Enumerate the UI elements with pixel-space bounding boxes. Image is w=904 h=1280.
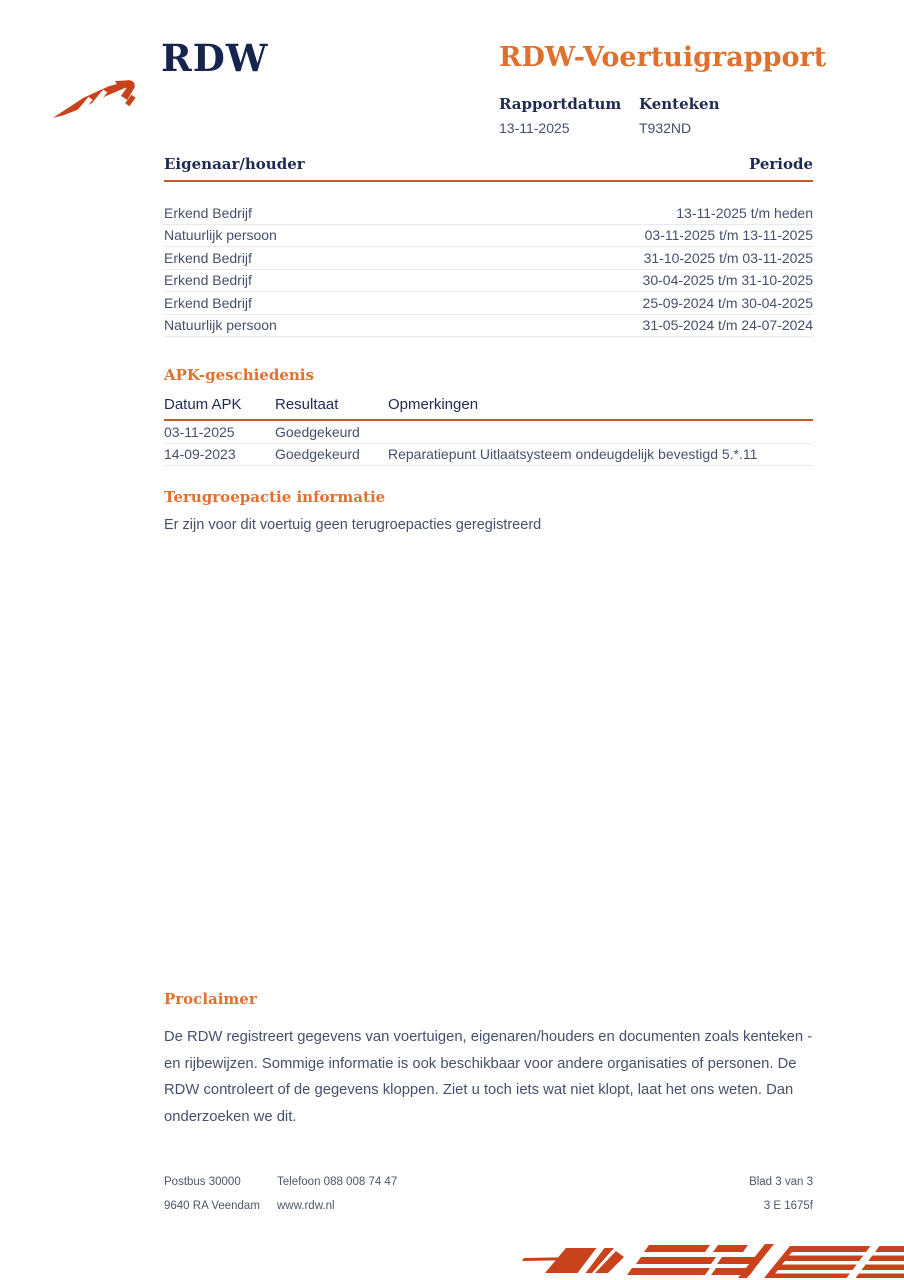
page-footer [164, 1170, 813, 1218]
owner-type: Erkend Bedrijf [164, 249, 252, 266]
apk-section-heading: APK-geschiedenis [164, 366, 314, 384]
owner-holder-section [164, 155, 813, 337]
apk-result-column-header: Resultaat [275, 396, 339, 413]
table-row [164, 225, 813, 248]
rdw-stripes-graphic-icon [520, 1240, 904, 1280]
owner-column-header: Eigenaar/houder [164, 155, 305, 173]
apk-date-column-header: Datum APK [164, 396, 242, 413]
page-title: RDW-Voertuigrapport [499, 42, 827, 73]
apk-table-body [164, 421, 813, 466]
footer-website: www.rdw.nl [277, 1200, 335, 1212]
table-row [164, 315, 813, 338]
apk-remarks-column-header: Opmerkingen [388, 396, 479, 413]
owner-period: 03-11-2025 t/m 13-11-2025 [644, 227, 813, 244]
apk-remarks: Reparatiepunt Uitlaatsysteem ondeugdelijk bevestigd 5.*.11 [388, 446, 758, 463]
owner-type: Erkend Bedrijf [164, 204, 252, 221]
owner-period: 30-04-2025 t/m 31-10-2025 [642, 272, 813, 289]
table-row [164, 202, 813, 225]
rdw-logo-wordmark: RDW [161, 36, 269, 80]
proclaimer-section [164, 990, 814, 1130]
license-plate-value: T932ND [639, 120, 692, 136]
period-column-header: Periode [748, 155, 813, 173]
footer-page-number: Blad 3 van 3 [749, 1176, 813, 1188]
recall-section-heading: Terugroepactie informatie [164, 488, 386, 506]
owner-period: 25-09-2024 t/m 30-04-2025 [642, 294, 813, 311]
license-plate-label: Kenteken [639, 95, 720, 113]
apk-history-section [164, 366, 813, 466]
owner-table-body [164, 202, 813, 337]
footer-postbus: Postbus 30000 [164, 1176, 241, 1188]
proclaimer-heading: Proclaimer [164, 990, 257, 1008]
owner-period: 13-11-2025 t/m heden [676, 204, 813, 221]
report-date-value: 13-11-2025 [499, 120, 570, 136]
footer-phone: Telefoon 088 008 74 47 [277, 1176, 398, 1188]
report-date-block [499, 95, 639, 136]
rdw-wing-logo-icon [52, 80, 144, 120]
apk-table-header [164, 396, 813, 421]
owner-period: 31-05-2024 t/m 24-07-2024 [642, 317, 813, 334]
footer-city: 9640 RA Veendam [164, 1200, 260, 1212]
table-row [164, 444, 813, 467]
footer-doc-code: 3 E 1675f [763, 1200, 813, 1212]
owner-table-header [164, 155, 813, 182]
proclaimer-text: De RDW registreert gegevens van voertuigen, eigenaren/houders en documenten zoals kenteken - en rijbewijzen. Sommige informatie is ook beschikbaar voor andere organisaties of personen. De RDW controleert of de gegevens kloppen. Ziet u toch iets wat niet klopt, laat het ons weten. Dan onderzoeken we dit. [164, 1029, 813, 1125]
table-row [164, 292, 813, 315]
report-date-label: Rapportdatum [499, 95, 622, 113]
apk-result: Goedgekeurd [275, 446, 360, 463]
table-row [164, 421, 813, 444]
owner-period: 31-10-2025 t/m 03-11-2025 [643, 249, 813, 266]
apk-result: Goedgekeurd [275, 423, 360, 440]
table-row [164, 270, 813, 293]
owner-type: Erkend Bedrijf [164, 294, 252, 311]
footer-row [164, 1194, 813, 1218]
footer-row [164, 1170, 813, 1194]
table-row [164, 247, 813, 270]
owner-type: Natuurlijk persoon [164, 317, 277, 334]
license-plate-block [639, 95, 779, 136]
owner-type: Natuurlijk persoon [164, 227, 277, 244]
apk-date: 14-09-2023 [164, 446, 236, 463]
recall-info-text: Er zijn voor dit voertuig geen terugroepacties geregistreerd [164, 517, 542, 533]
report-meta [499, 95, 814, 136]
apk-date: 03-11-2025 [164, 423, 235, 440]
owner-type: Erkend Bedrijf [164, 272, 252, 289]
recall-info-section [164, 488, 813, 533]
